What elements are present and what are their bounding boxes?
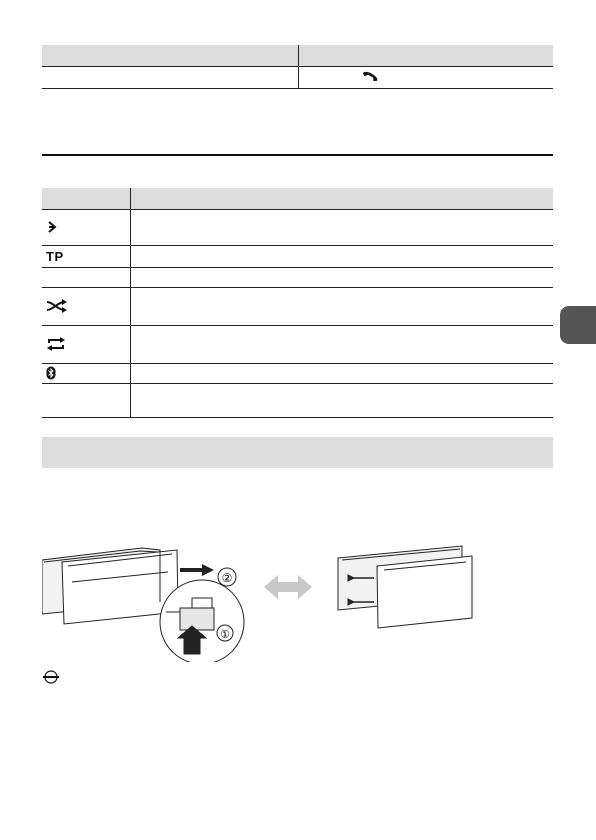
important-icon <box>42 670 60 684</box>
table-cell <box>42 384 131 418</box>
head-unit-left <box>42 548 178 624</box>
table-cell <box>131 384 554 418</box>
eject-arrow <box>180 564 214 576</box>
table-cell <box>131 246 554 268</box>
step-label: ② <box>221 571 233 585</box>
section-heading-bar <box>42 437 553 468</box>
table-header-cell <box>299 45 554 67</box>
head-unit-right <box>338 546 472 628</box>
repeat-icon <box>46 337 66 351</box>
table-header-cell <box>42 188 131 210</box>
table-cell <box>131 326 554 364</box>
bluetooth-audio-arrow-icon <box>46 220 58 234</box>
table-row <box>42 384 553 418</box>
function-table <box>42 45 553 89</box>
table-row <box>42 246 553 268</box>
shuffle-icon <box>46 299 68 313</box>
table-cell <box>42 268 131 288</box>
step-label: ① <box>220 629 230 641</box>
side-tab <box>560 306 596 344</box>
table-cell <box>131 288 554 326</box>
table-header-cell <box>42 45 299 67</box>
indicator-table <box>42 188 553 418</box>
table-cell <box>131 210 554 246</box>
table-row <box>42 288 553 326</box>
table-row <box>42 326 553 364</box>
front-panel-figure <box>42 542 482 662</box>
release-button-zoom <box>160 580 244 662</box>
bluetooth-icon <box>46 366 56 380</box>
table-row <box>42 364 553 384</box>
double-arrow <box>264 575 312 599</box>
table-cell <box>131 364 554 384</box>
table-row <box>42 210 553 246</box>
table-cell <box>299 67 554 89</box>
table-cell <box>131 268 554 288</box>
table-cell <box>42 67 299 89</box>
section-divider <box>42 154 553 156</box>
table-header-cell <box>131 188 554 210</box>
table-row <box>42 268 553 288</box>
tp-indicator: TP <box>46 248 64 264</box>
phone-hang-up-icon <box>360 69 380 85</box>
